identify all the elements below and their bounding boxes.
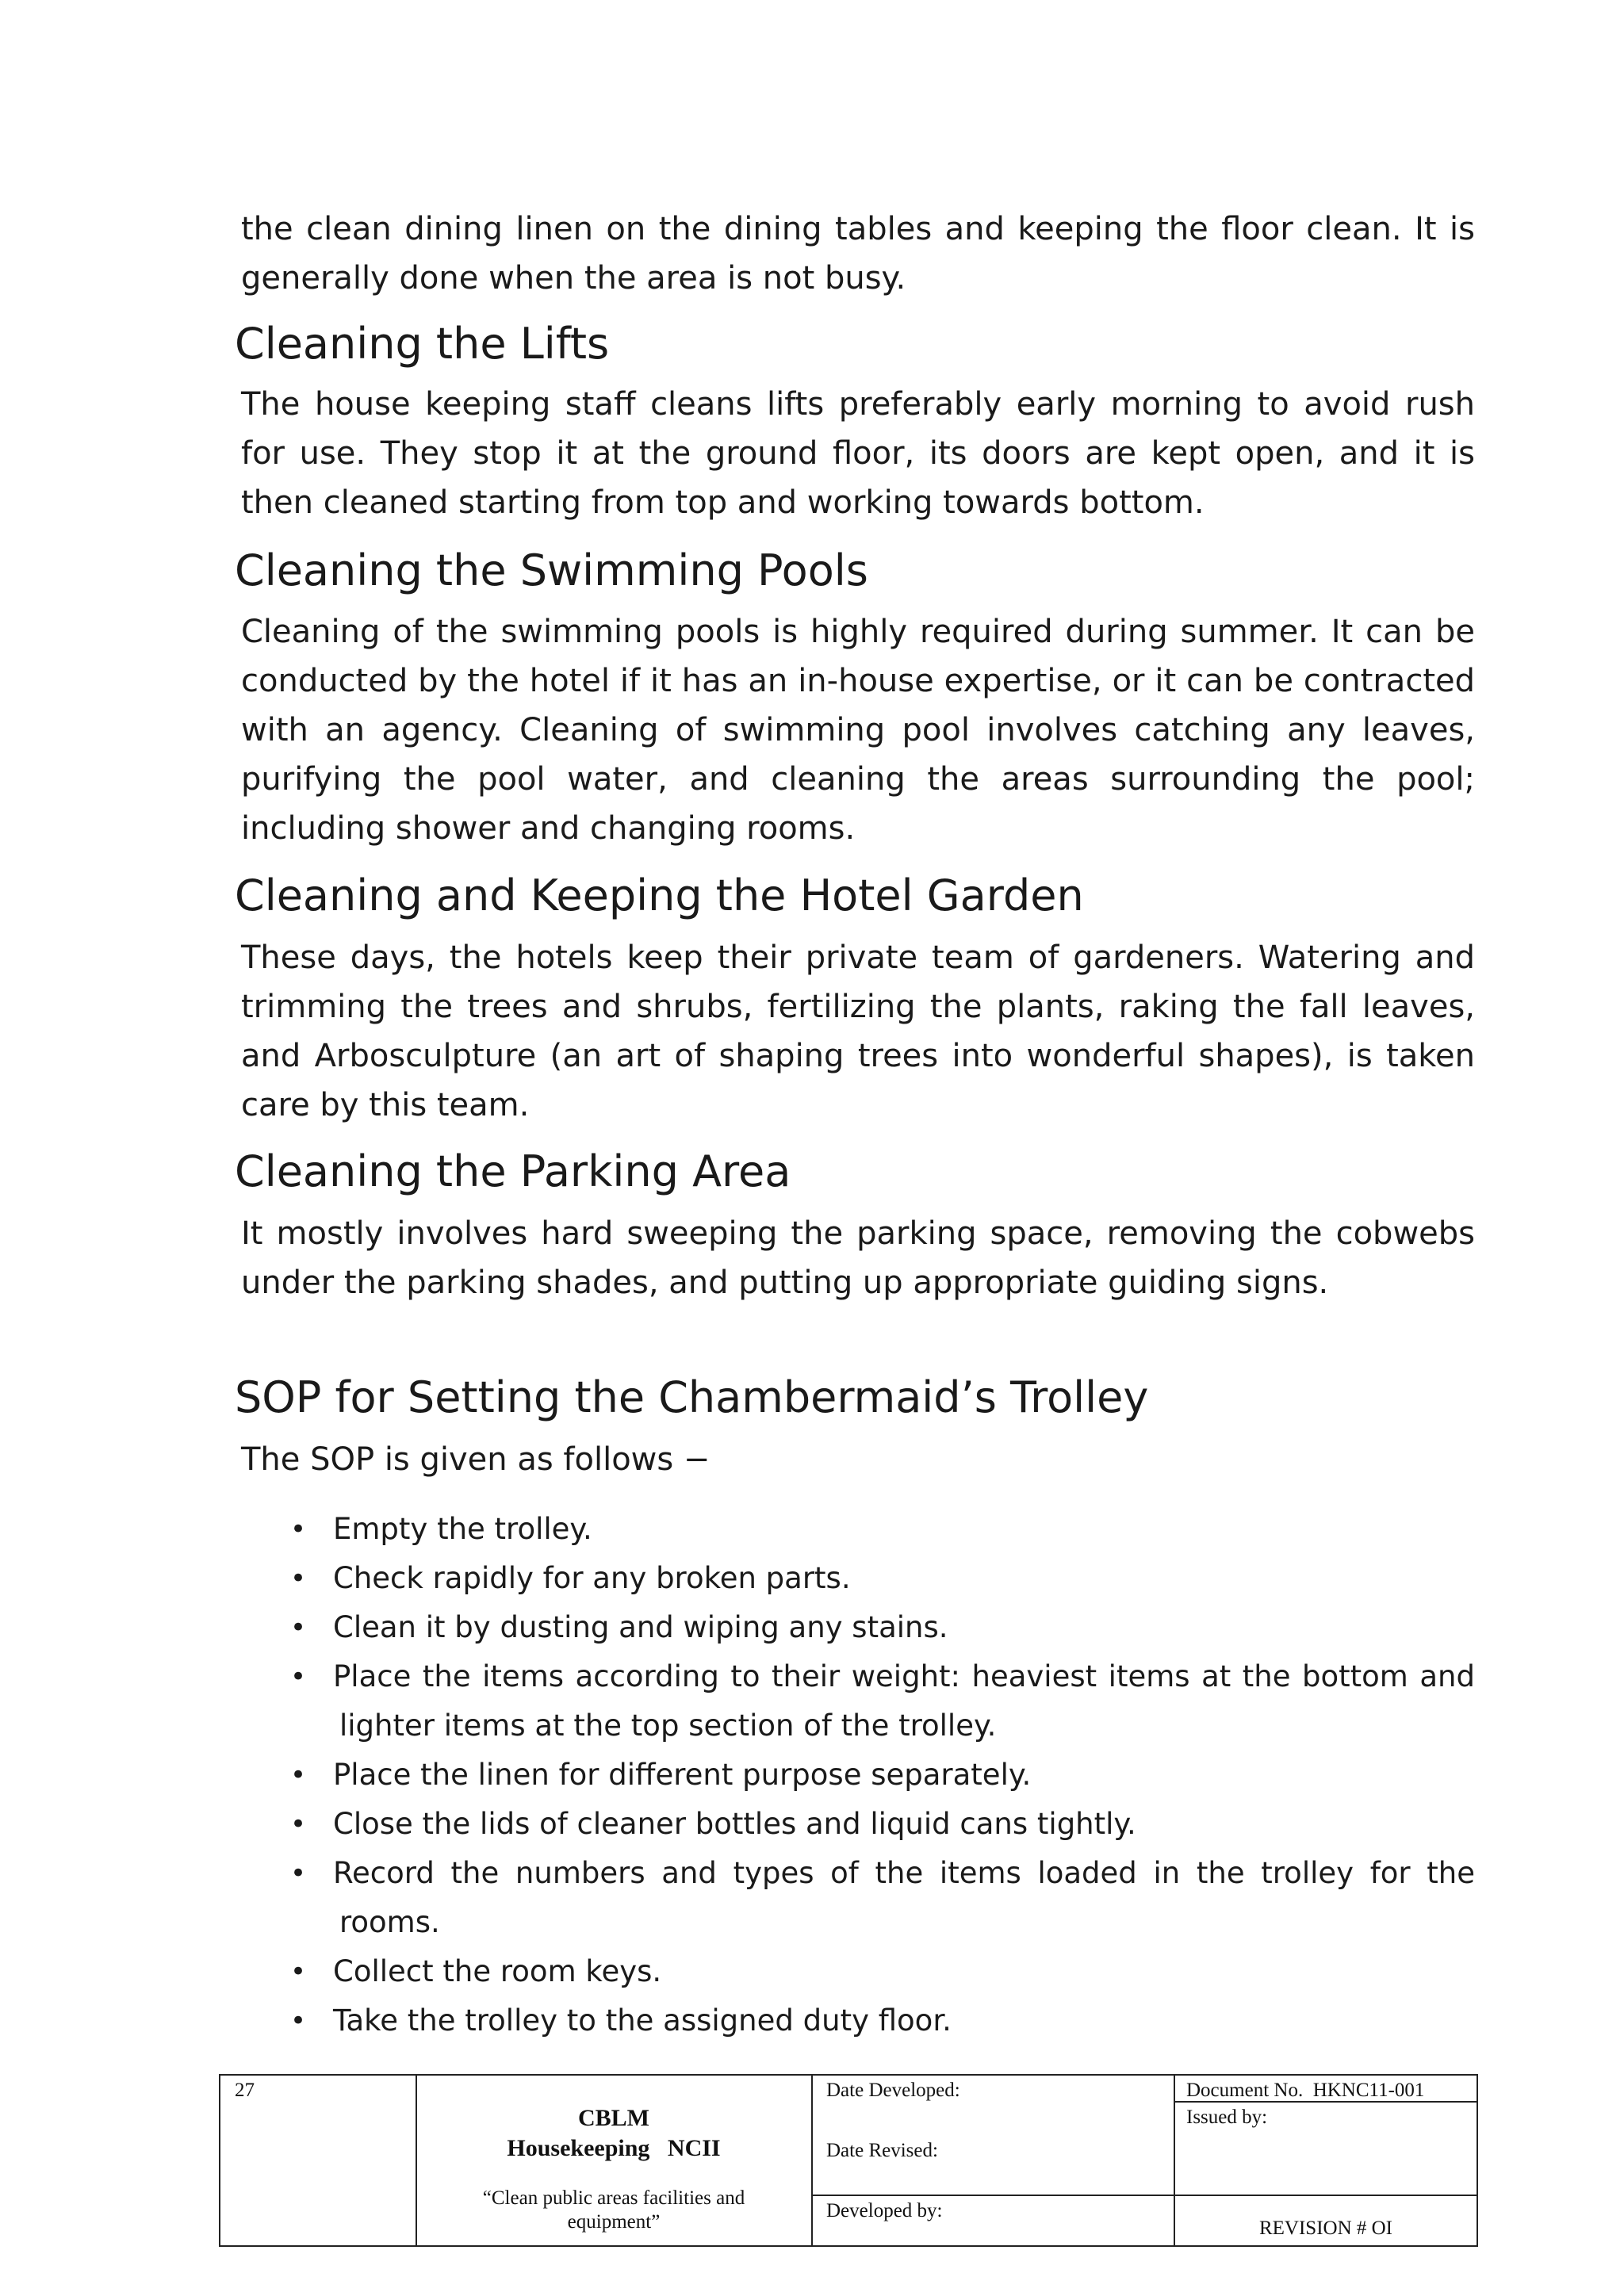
bullet-icon: • xyxy=(290,1808,307,1840)
list-item xyxy=(241,1800,1475,1849)
footer-subtitle-line1: “Clean public areas facilities and xyxy=(482,2187,745,2209)
heading-swimming-pools: Cleaning the Swimming Pools xyxy=(235,545,868,595)
list-item xyxy=(241,1603,1475,1652)
intro-paragraph: the clean dining linen on the dining tables and keeping the floor clean. It is generally done when the area is not busy. xyxy=(241,211,1475,297)
heading-parking-area: Cleaning the Parking Area xyxy=(235,1146,791,1196)
revision-number: REVISION # OI xyxy=(1258,2218,1393,2239)
date-developed-label: Date Developed: xyxy=(826,2080,960,2101)
footer-title: CBLM xyxy=(578,2105,649,2131)
list-item xyxy=(241,1996,1475,2045)
list-item-continuation: lighter items at the top section of the trolley. xyxy=(339,1709,997,1743)
paragraph-lifts: The house keeping staff cleans lifts preferably early morning to avoid rush for use. They stop it at the ground floor, its doors are kept open, and it is then cleaned starting from top and working towards bottom. xyxy=(241,386,1475,521)
bullet-icon: • xyxy=(290,1858,307,1889)
footer-subtitle-line2: equipment” xyxy=(567,2211,661,2233)
list-item-text: Empty the trolley. xyxy=(333,1512,592,1546)
document-footer-table xyxy=(219,2074,1478,2247)
list-item-continuation: rooms. xyxy=(339,1905,440,1939)
page-number: 27 xyxy=(235,2080,255,2101)
list-item xyxy=(241,1751,1475,1800)
list-item-text: Close the lids of cleaner bottles and liquid cans tightly. xyxy=(333,1807,1136,1841)
list-item xyxy=(241,1947,1475,1996)
list-item-text: Clean it by dusting and wiping any stains. xyxy=(333,1610,948,1644)
paragraph-parking-area: It mostly involves hard sweeping the parking space, removing the cobwebs under the parking shades, and putting up appropriate guiding signs. xyxy=(241,1215,1475,1301)
heading-lifts: Cleaning the Lifts xyxy=(235,319,610,369)
list-item-text: Check rapidly for any broken parts. xyxy=(333,1561,851,1595)
list-item-text: Collect the room keys. xyxy=(333,1954,662,1988)
bullet-icon: • xyxy=(290,1956,307,1988)
list-item-text: Record the numbers and types of the items loaded in the trolley for the xyxy=(333,1856,1475,1890)
paragraph-sop-intro: The SOP is given as follows − xyxy=(241,1441,710,1478)
bullet-icon: • xyxy=(290,1563,307,1594)
list-item xyxy=(241,1652,1475,1751)
footer-qualification: Housekeeping NCII xyxy=(507,2135,721,2161)
bullet-icon: • xyxy=(290,2005,307,2037)
footer-divider xyxy=(811,2076,813,2245)
date-revised-label: Date Revised: xyxy=(826,2140,938,2161)
bullet-icon: • xyxy=(290,1661,307,1693)
list-item xyxy=(241,1554,1475,1603)
bullet-icon: • xyxy=(290,1759,307,1791)
bullet-icon: • xyxy=(290,1612,307,1644)
document-number: Document No. HKNC11-001 xyxy=(1186,2080,1425,2101)
list-item xyxy=(241,1505,1475,1554)
issued-by-label: Issued by: xyxy=(1186,2107,1268,2128)
heading-hotel-garden: Cleaning and Keeping the Hotel Garden xyxy=(235,871,1084,920)
paragraph-swimming-pools: Cleaning of the swimming pools is highly required during summer. It can be conducted by the hotel if it has an in-house expertise, or it can be contracted with an agency. Cleaning of swimming pool involves catching any leaves, purifying the pool water, and cleaning the areas surrounding the pool; including shower and changing rooms. xyxy=(241,614,1475,847)
heading-sop-trolley: SOP for Setting the Chambermaid’s Trolley xyxy=(235,1372,1149,1422)
sop-bullet-list xyxy=(241,1505,1475,2045)
paragraph-hotel-garden: These days, the hotels keep their private team of gardeners. Watering and trimming the trees and shrubs, fertilizing the plants, raking the fall leaves, and Arbosculpture (an art of shaping trees into wonderful shapes), is taken care by this team. xyxy=(241,939,1475,1123)
list-item-text: Place the items according to their weight: heaviest items at the bottom and xyxy=(333,1659,1475,1693)
list-item xyxy=(241,1849,1475,1947)
list-item-text: Take the trolley to the assigned duty floor. xyxy=(333,2003,952,2038)
developed-by-label: Developed by: xyxy=(826,2200,943,2221)
bullet-icon: • xyxy=(290,1513,307,1545)
list-item-text: Place the linen for different purpose separately. xyxy=(333,1758,1032,1792)
footer-divider xyxy=(1174,2195,1478,2196)
footer-divider xyxy=(811,2195,1174,2196)
